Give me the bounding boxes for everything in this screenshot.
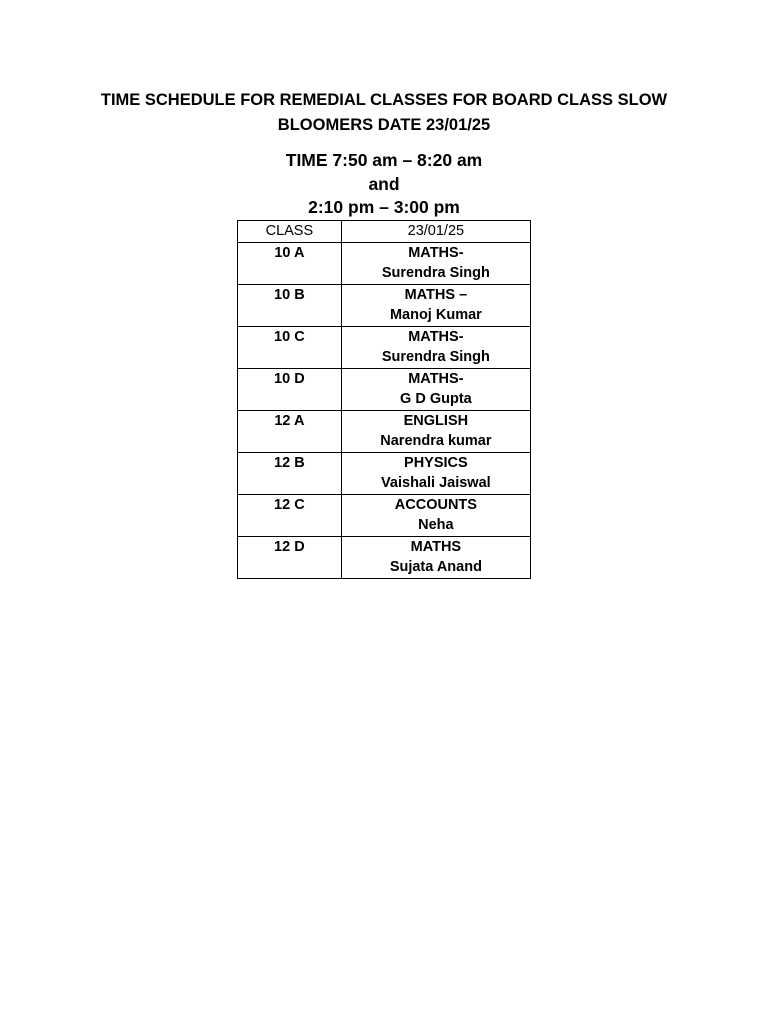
row-subject: ENGLISH (403, 412, 469, 429)
row-subject: MATHS- (408, 328, 464, 345)
row-class: 12 D (238, 536, 342, 578)
table-row (238, 410, 531, 452)
time-block (184, 149, 584, 220)
time-and: and (368, 173, 400, 194)
row-subject: MATHS – (404, 286, 468, 303)
row-class: 10 B (238, 284, 342, 326)
row-teacher: Surendra Singh (381, 349, 490, 365)
row-subject: ACCOUNTS (394, 496, 477, 513)
row-subject-cell (341, 284, 530, 326)
row-teacher: Sujata Anand (389, 559, 482, 575)
row-class: 12 B (238, 452, 342, 494)
row-subject: PHYSICS (404, 454, 468, 471)
table-row (238, 452, 531, 494)
row-class: 10 A (238, 242, 342, 284)
row-subject-cell (341, 242, 530, 284)
table-row (238, 284, 531, 326)
header-date: 23/01/25 (341, 221, 530, 243)
schedule-table (237, 220, 531, 579)
time-afternoon: 2:10 pm – 3:00 pm (308, 197, 460, 217)
row-teacher: G D Gupta (400, 391, 472, 407)
row-teacher: Vaishali Jaiswal (381, 475, 491, 491)
row-teacher: Surendra Singh (381, 265, 490, 281)
header-class: CLASS (238, 221, 342, 243)
row-class: 12 C (238, 494, 342, 536)
table-row (238, 326, 531, 368)
table-header-row (238, 221, 531, 243)
row-subject-cell (341, 452, 530, 494)
row-subject-cell (341, 494, 530, 536)
row-teacher: Neha (418, 517, 454, 533)
row-subject-cell (341, 410, 530, 452)
row-teacher: Manoj Kumar (389, 307, 482, 323)
row-subject: MATHS (410, 538, 462, 555)
row-subject-cell (341, 536, 530, 578)
table-row (238, 242, 531, 284)
row-subject: MATHS- (408, 370, 464, 387)
table-row (238, 368, 531, 410)
title-line-2: BLOOMERS DATE 23/01/25 (277, 116, 491, 134)
row-subject: MATHS- (408, 244, 464, 261)
row-teacher: Narendra kumar (380, 433, 492, 449)
row-class: 10 D (238, 368, 342, 410)
time-morning: TIME 7:50 am – 8:20 am (285, 150, 483, 170)
row-subject-cell (341, 368, 530, 410)
table-row (238, 536, 531, 578)
table-row (238, 494, 531, 536)
row-class: 12 A (238, 410, 342, 452)
row-class: 10 C (238, 326, 342, 368)
row-subject-cell (341, 326, 530, 368)
document-title (80, 88, 688, 138)
title-line-1: TIME SCHEDULE FOR REMEDIAL CLASSES FOR BOARD CLASS SLOW (100, 91, 668, 109)
